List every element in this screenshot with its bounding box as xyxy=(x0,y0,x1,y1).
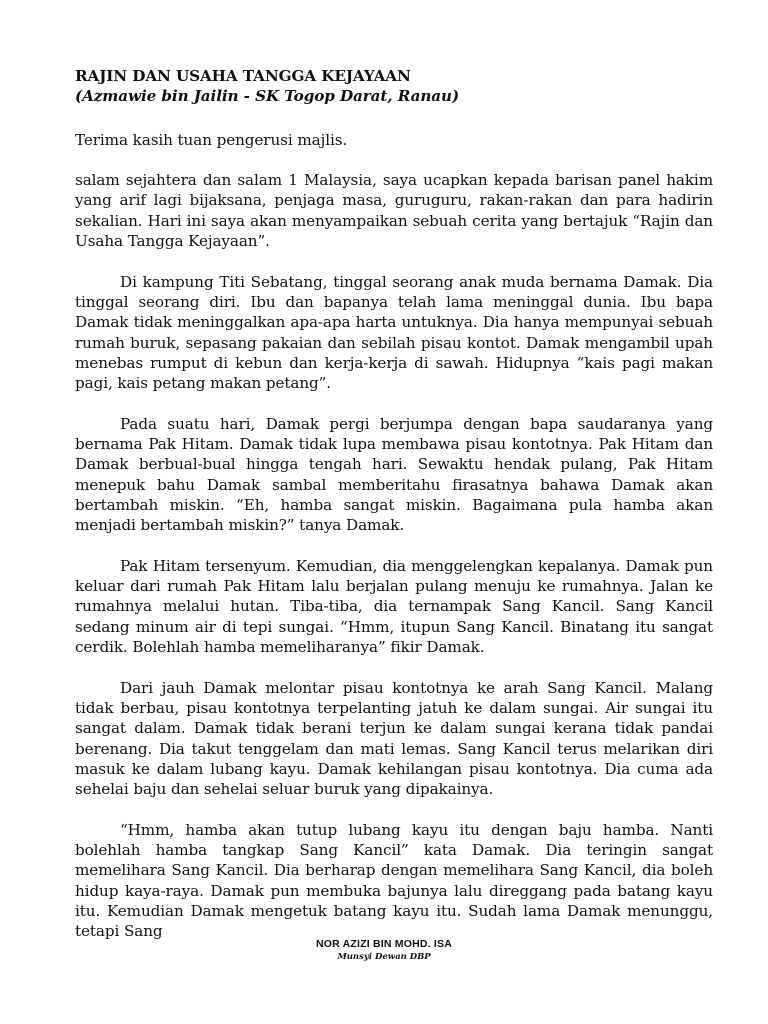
document-title: RAJIN DAN USAHA TANGGA KEJAYAAN xyxy=(75,67,411,85)
page-footer xyxy=(0,938,768,963)
footer-author-name: NOR AZIZI BIN MOHD. ISA xyxy=(315,938,453,950)
paragraph-2: Di kampung Titi Sebatang, tinggal seorang anak muda bernama Damak. Dia tinggal seorang diri. Ibu dan bapanya telah lama meninggal dunia. Ibu bapa Damak tidak meninggalkan apa-apa harta untuknya. Dia hanya mempunyai sebuah rumah buruk, sepasang pakaian dan sebilah pisau kontot. Damak mengambil upah menebas rumput di kebun dan kerja-kerja di sawah. Hidupnya “kais pagi makan pagi, kais petang makan petang”. xyxy=(75,272,713,393)
paragraph-6: “Hmm, hamba akan tutup lubang kayu itu dengan baju hamba. Nanti bolehlah hamba tangkap Sang Kancil” kata Damak. Dia teringin sangat memelihara Sang Kancil. Dia berharap dengan memelihara Sang Kancil, dia boleh hidup kaya-raya. Damak pun membuka bajunya lalu direggang pada batang kayu itu. Kemudian Damak mengetuk batang kayu itu. Sudah lama Damak menunggu, tetapi Sang xyxy=(75,820,713,941)
document-body xyxy=(75,66,713,941)
document-subtitle: (Azmawie bin Jailin - SK Togop Darat, Ranau) xyxy=(75,87,460,106)
paragraph-5: Dari jauh Damak melontar pisau kontotnya ke arah Sang Kancil. Malang tidak berbau, pisau kontotnya terpelanting jatuh ke dalam sungai. Air sungai itu sangat dalam. Damak tidak berani terjun ke dalam sungai kerana tidak pandai berenang. Dia takut tenggelam dan mati lemas. Sang Kancil terus melarikan diri masuk ke dalam lubang kayu. Damak kehilangan pisau kontotnya. Dia cuma ada sehelai baju dan sehelai seluar buruk yang dipakainya. xyxy=(75,678,713,799)
footer-author-role: Munsyi Dewan DBP xyxy=(337,952,431,962)
paragraph-3: Pada suatu hari, Damak pergi berjumpa dengan bapa saudaranya yang bernama Pak Hitam. Damak tidak lupa membawa pisau kontotnya. Pak Hitam dan Damak berbual-bual hingga tengah hari. Sewaktu hendak pulang, Pak Hitam menepuk bahu Damak sambal memberitahu firasatnya bahawa Damak akan bertambah miskin. “Eh, hamba sangat miskin. Bagaimana pula hamba akan menjadi bertambah miskin?” tanya Damak. xyxy=(75,414,713,535)
greeting-paragraph: Terima kasih tuan pengerusi majlis. xyxy=(75,130,348,149)
paragraph-opening: salam sejahtera dan salam 1 Malaysia, saya ucapkan kepada barisan panel hakim yang arif lagi bijaksana, penjaga masa, guruguru, rakan-rakan dan para hadirin sekalian. Hari ini saya akan menyampaikan sebuah cerita yang bertajuk “Rajin dan Usaha Tangga Kejayaan”. xyxy=(75,171,713,251)
paragraph-4: Pak Hitam tersenyum. Kemudian, dia menggelengkan kepalanya. Damak pun keluar dari rumah Pak Hitam lalu berjalan pulang menuju ke rumahnya. Jalan ke rumahnya melalui hutan. Tiba-tiba, dia ternampak Sang Kancil. Sang Kancil sedang minum air di tepi sungai. “Hmm, itupun Sang Kancil. Binatang itu sangat cerdik. Bolehlah hamba memeliharanya” fikir Damak. xyxy=(75,556,713,657)
